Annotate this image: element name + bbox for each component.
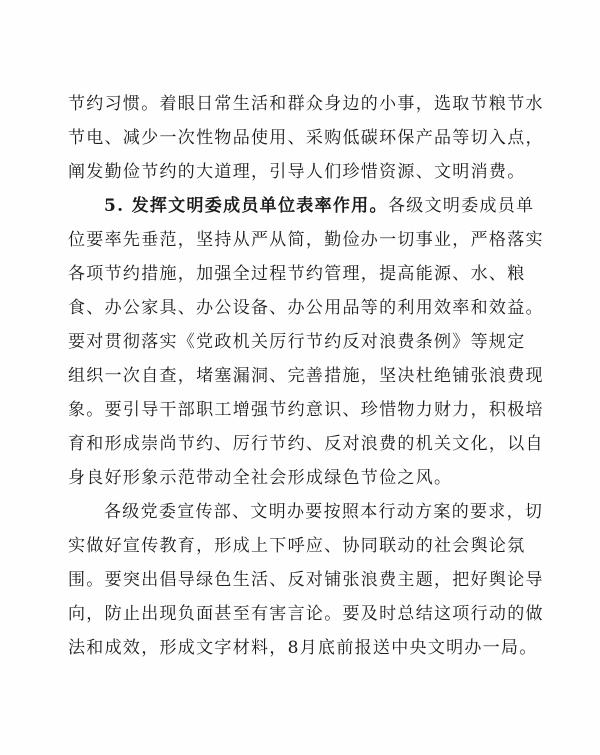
paragraph-first-line [0,497,600,527]
line-text: 位要率先垂范，坚持从严从简，勤俭办一切事业，严格落实 [68,230,544,250]
line-text: 实做好宣传教育，形成上下呼应、协同联动的社会舆论氛 [68,536,526,556]
line-text: 象。要引导干部职工增强节约意识、珍惜物力财力，积极培 [68,400,544,420]
line-text: 阐发勤俭节约的大道理，引导人们珍惜资源、文明消费。 [68,162,526,182]
text-line [0,395,600,425]
text-line [0,361,600,391]
text-line [0,599,600,629]
text-line [0,463,600,493]
text-line [0,531,600,561]
line-text: 法和成效，形成文字材料，8月底前报送中央文明办一局。 [68,638,538,658]
line-text: 食、办公家具、办公设备、办公用品等的利用效率和效益。 [68,298,544,318]
line-text: 围。要突出倡导绿色生活、反对铺张浪费主题，把好舆论导 [68,570,544,590]
text-line [0,89,600,119]
section-heading-line [0,191,600,221]
text-line [0,157,600,187]
text-line [0,293,600,323]
text-line [0,633,600,663]
line-text: 各级党委宣传部、文明办要按照本行动方案的要求，切 [104,502,544,522]
text-line [0,327,600,357]
line-text: 各级文明委成员单 [388,196,535,216]
line-text: 组织一次自查，堵塞漏洞、完善措施，坚决杜绝铺张浪费现 [68,366,544,386]
text-line [0,123,600,153]
line-text: 向，防止出现负面甚至有害言论。要及时总结这项行动的做 [68,604,544,624]
line-text: 节电、减少一次性物品使用、采购低碳环保产品等切入点， [68,128,544,148]
line-text: 各项节约措施，加强全过程节约管理，提高能源、水、粮 [68,264,526,284]
section-heading: 5. 发挥文明委成员单位表率作用。 [104,196,388,216]
line-text: 育和形成崇尚节约、厉行节约、反对浪费的机关文化，以自 [68,434,544,454]
text-line [0,429,600,459]
line-text: 要对贯彻落实《党政机关厉行节约反对浪费条例》等规定 [68,332,526,352]
line-text: 节约习惯。着眼日常生活和群众身边的小事，选取节粮节水 [68,94,544,114]
text-line [0,565,600,595]
text-line [0,225,600,255]
text-line [0,259,600,289]
line-text: 身良好形象示范带动全社会形成绿色节俭之风。 [68,468,453,488]
